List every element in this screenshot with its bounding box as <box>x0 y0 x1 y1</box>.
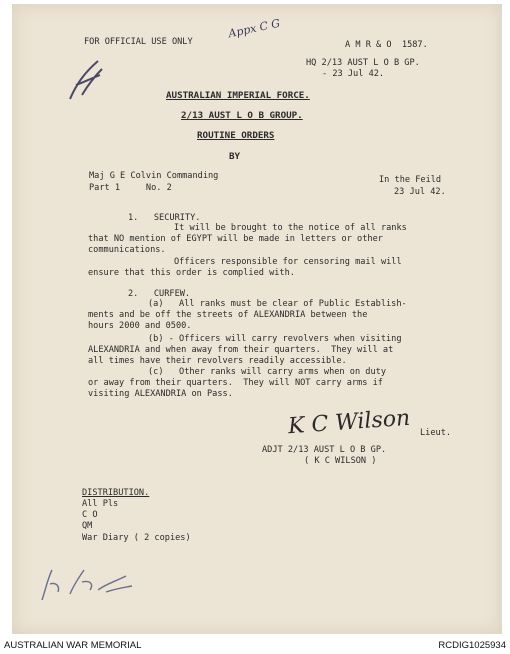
signature-name: ( K C WILSON ) <box>304 456 377 466</box>
distribution-item: All Pls <box>82 499 119 509</box>
distribution-item: QM <box>82 521 93 531</box>
order-date: 23 Jul 42. <box>394 187 446 197</box>
curfew-line-3: hours 2000 and 0500. <box>88 321 192 331</box>
title-by: BY <box>229 151 241 162</box>
title-routine-orders: ROUTINE ORDERS <box>197 130 275 141</box>
curfew-line-8: or away from their quarters. They will NOT carry arms if <box>88 378 383 388</box>
security-line-3: communications. <box>88 245 166 255</box>
curfew-line-7: (c) Other ranks will carry arms when on duty <box>148 367 386 377</box>
distribution-item: War Diary ( 2 copies) <box>82 533 191 543</box>
section-security-heading: 1. SECURITY. <box>128 213 201 223</box>
title-aif: AUSTRALIAN IMPERIAL FORCE. <box>166 90 310 101</box>
security-line-2: that NO mention of EGYPT will be made in letters or other <box>88 234 383 244</box>
handwritten-signature: K C Wilson <box>287 405 411 440</box>
reference-number: A M R & O 1587. <box>345 40 428 50</box>
footer-record-id: RCDIG1025934 <box>438 640 506 651</box>
header-date: - 23 Jul 42. <box>322 69 385 79</box>
signature-adjt: ADJT 2/13 AUST L O B GP. <box>262 445 387 455</box>
title-group: 2/13 AUST L O B GROUP. <box>181 110 303 121</box>
curfew-line-5: ALEXANDRIA and when away from their quarters. They will at <box>88 345 394 355</box>
archive-footer <box>0 638 510 654</box>
margin-pen-mark <box>62 55 106 107</box>
handwritten-appendix-note: Appx C G <box>227 16 282 41</box>
security-line-4: Officers responsible for censoring mail will <box>174 257 402 267</box>
hq-designation: HQ 2/13 AUST L O B GP. <box>306 58 420 68</box>
curfew-line-4: (b) - Officers will carry revolvers when visiting <box>148 334 402 344</box>
security-line-5: ensure that this order is complied with. <box>88 268 295 278</box>
curfew-line-9: visiting ALEXANDRIA on Pass. <box>88 389 233 399</box>
curfew-line-1: (a) All ranks must be clear of Public Establish- <box>148 299 407 309</box>
curfew-line-6: all times have their revolvers readily accessible. <box>88 356 347 366</box>
security-line-1: It will be brought to the notice of all ranks <box>174 223 407 233</box>
part-number: Part 1 No. 2 <box>89 183 172 193</box>
section-curfew-heading: 2. CURFEW. <box>128 289 191 299</box>
footer-institution: AUSTRALIAN WAR MEMORIAL <box>4 640 142 651</box>
location-field: In the Feild <box>379 175 442 185</box>
distribution-item: C O <box>82 510 98 520</box>
official-use-label: FOR OFFICIAL USE ONLY <box>84 37 193 47</box>
curfew-line-2: ments and be off the streets of ALEXANDRIA between the <box>88 310 368 320</box>
commanding-officer: Maj G E Colvin Commanding <box>89 171 219 181</box>
signature-rank: Lieut. <box>420 428 452 438</box>
pencil-annotation-mark <box>36 560 146 610</box>
distribution-heading: DISTRIBUTION. <box>82 488 150 498</box>
